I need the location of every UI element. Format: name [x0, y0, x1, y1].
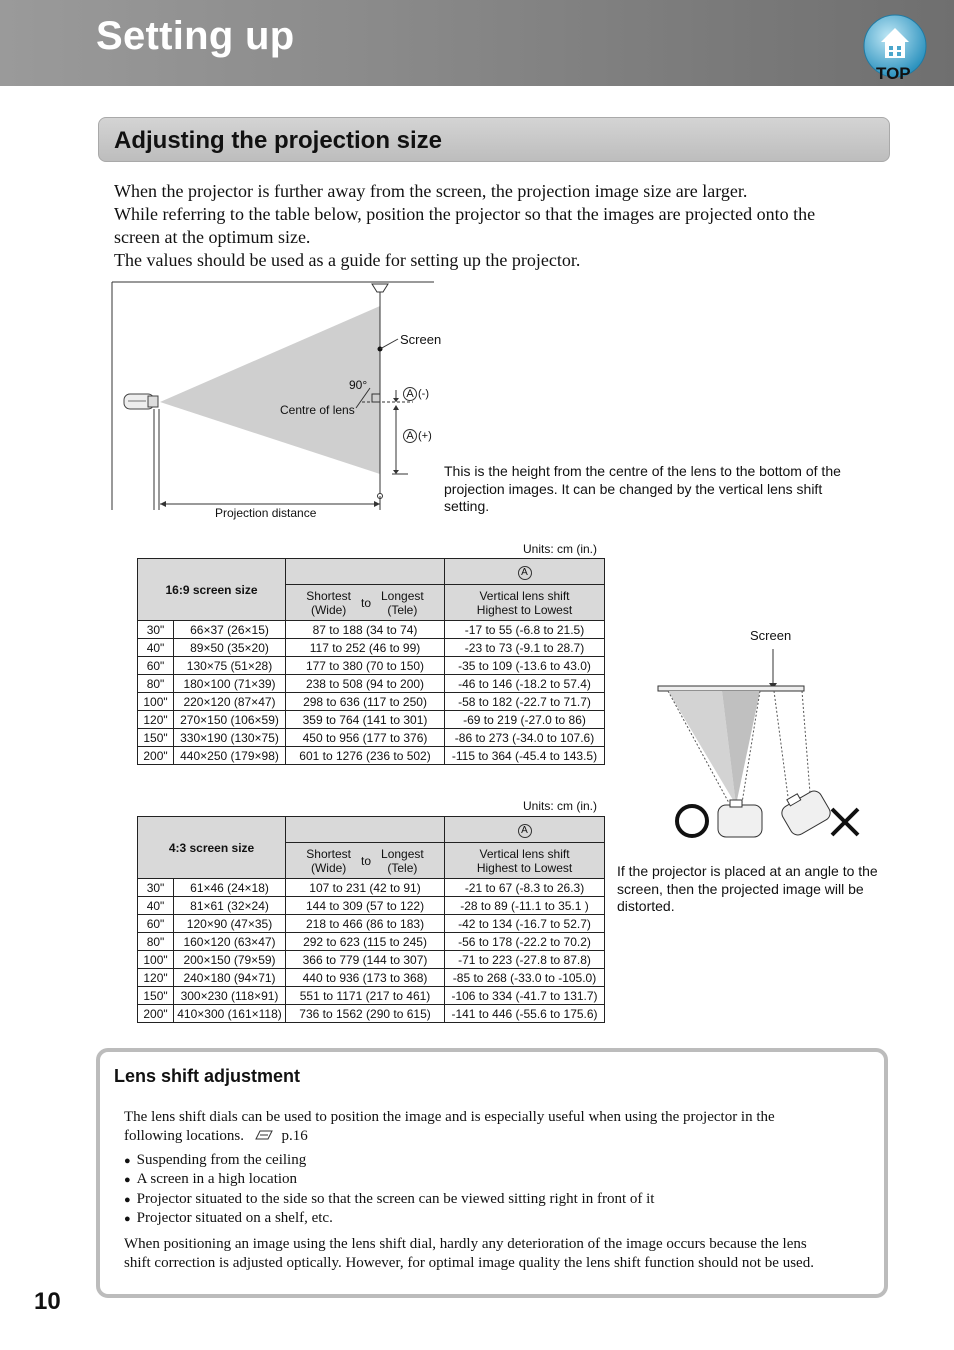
intro-line: While referring to the table below, position the projector so that the images are projected onto the — [114, 204, 816, 224]
wrong-icon — [832, 809, 858, 835]
table-cell: -56 to 178 (-22.2 to 70.2) — [445, 933, 605, 951]
table-cell: 300×230 (118×91) — [174, 987, 286, 1005]
table-cell: 150" — [138, 729, 174, 747]
to-label: to — [361, 853, 372, 868]
table-row — [138, 657, 605, 675]
table-row — [138, 729, 605, 747]
table-row — [138, 621, 605, 639]
table-cell: -58 to 182 (-22.7 to 71.7) — [445, 693, 605, 711]
table-cell: 40" — [138, 639, 174, 657]
list-item — [124, 1190, 654, 1210]
top-label: TOP — [876, 64, 911, 83]
intro-line: The values should be used as a guide for setting up the projector. — [114, 250, 581, 270]
lens-centre-label: Centre of lens — [280, 403, 355, 417]
table-cell: -28 to 89 (-11.1 to 35.1 ) — [445, 897, 605, 915]
table-cell: 160×120 (63×47) — [174, 933, 286, 951]
table-cell: 89×50 (35×20) — [174, 639, 286, 657]
table-cell: 298 to 636 (117 to 250) — [286, 693, 445, 711]
table-cell: -42 to 134 (-16.7 to 52.7) — [445, 915, 605, 933]
table-row — [138, 879, 605, 897]
table-cell: 440 to 936 (173 to 368) — [286, 969, 445, 987]
intro-line: When the projector is further away from the screen, the projection image size are larger. — [114, 181, 748, 201]
table-cell: 359 to 764 (141 to 301) — [286, 711, 445, 729]
table-cell: -115 to 364 (-45.4 to 143.5) — [445, 747, 605, 765]
table-cell: 30" — [138, 879, 174, 897]
projection-diagram — [108, 278, 448, 523]
table-cell: 80" — [138, 675, 174, 693]
table-cell: 100" — [138, 951, 174, 969]
table-cell: -71 to 223 (-27.8 to 87.8) — [445, 951, 605, 969]
table-cell: 200" — [138, 747, 174, 765]
table-cell: 87 to 188 (34 to 74) — [286, 621, 445, 639]
lens-paragraph: The lens shift dials can be used to position the image and is especially useful when using the projector in the — [124, 1109, 775, 1125]
projector-icon — [718, 800, 762, 837]
table-cell: 601 to 1276 (236 to 502) — [286, 747, 445, 765]
table-cell: 117 to 252 (46 to 99) — [286, 639, 445, 657]
shortest-label: Shortest — [306, 588, 351, 603]
table-row — [138, 897, 605, 915]
table-cell: 40" — [138, 897, 174, 915]
a-symbol: A — [403, 387, 417, 401]
table-cell: 120" — [138, 711, 174, 729]
table-cell: -85 to 268 (-33.0 to -105.0) — [445, 969, 605, 987]
table-cell: -17 to 55 (-6.8 to 21.5) — [445, 621, 605, 639]
to-label: to — [360, 595, 371, 610]
list-item — [124, 1170, 297, 1190]
table-cell: 81×61 (32×24) — [174, 897, 286, 915]
table-row — [138, 951, 605, 969]
a-minus-label: (-) — [418, 388, 429, 400]
lens-paragraph — [124, 1127, 308, 1146]
a-symbol: A — [518, 824, 532, 838]
bullet-icon: ● — [124, 1213, 131, 1225]
top-button[interactable] — [862, 14, 928, 86]
angle-label: 90° — [349, 378, 368, 392]
table-cell: 130×75 (51×28) — [174, 657, 286, 675]
table-header-distance — [286, 843, 445, 879]
table-cell: 551 to 1171 (217 to 461) — [286, 987, 445, 1005]
units-label: Units: cm (in.) — [523, 542, 598, 556]
list-item-text: Projector situated to the side so that the screen can be viewed sitting right in front of it — [136, 1191, 655, 1207]
angle-diagram — [650, 645, 870, 845]
table-cell: 177 to 380 (70 to 150) — [286, 657, 445, 675]
page-number: 10 — [34, 1288, 61, 1315]
shift-range: Highest to Lowest — [476, 602, 573, 617]
tele-label: (Tele) — [387, 860, 418, 875]
table-cell: 80" — [138, 933, 174, 951]
lens-paragraph: When positioning an image using the lens shift dial, hardly any deterioration of the image occurs because the lens — [124, 1236, 807, 1252]
reference-icon — [254, 1127, 274, 1146]
table-cell: 61×46 (24×18) — [174, 879, 286, 897]
table-cell: 144 to 309 (57 to 122) — [286, 897, 445, 915]
wide-label: (Wide) — [310, 602, 347, 617]
table-row — [138, 747, 605, 765]
lens-shift-title: Lens shift adjustment — [114, 1066, 301, 1086]
table-cell: 60" — [138, 657, 174, 675]
table-cell: 450 to 956 (177 to 376) — [286, 729, 445, 747]
table-cell: -69 to 219 (-27.0 to 86) — [445, 711, 605, 729]
table-cell: 60" — [138, 915, 174, 933]
lens-paragraph-text: following locations. — [124, 1128, 244, 1144]
table-cell: 120" — [138, 969, 174, 987]
table-cell: 120×90 (47×35) — [174, 915, 286, 933]
list-item — [124, 1151, 306, 1171]
table-cell: 270×150 (106×59) — [174, 711, 286, 729]
table-cell: 366 to 779 (144 to 307) — [286, 951, 445, 969]
bullet-icon: ● — [124, 1194, 131, 1206]
table-cell: 410×300 (161×118) — [174, 1005, 286, 1023]
table-header-shift — [445, 585, 605, 621]
list-item — [124, 1209, 333, 1229]
table-row — [138, 969, 605, 987]
table-cell: 330×190 (130×75) — [174, 729, 286, 747]
table-cell: 240×180 (94×71) — [174, 969, 286, 987]
table-cell: 180×100 (71×39) — [174, 675, 286, 693]
lens-paragraph: shift correction is adjusted optically. However, for optimal image quality the lens shift function should not be used. — [124, 1255, 814, 1271]
table-row — [138, 675, 605, 693]
table-row — [138, 639, 605, 657]
table-cell: 292 to 623 (115 to 245) — [286, 933, 445, 951]
table-cell: 200×150 (79×59) — [174, 951, 286, 969]
table-cell: -21 to 67 (-8.3 to 26.3) — [445, 879, 605, 897]
table-cell: 200" — [138, 1005, 174, 1023]
section-title: Adjusting the projection size — [114, 127, 443, 154]
screen-label: Screen — [750, 628, 792, 643]
table-cell: 218 to 466 (86 to 183) — [286, 915, 445, 933]
table-cell: -86 to 273 (-34.0 to 107.6) — [445, 729, 605, 747]
table-cell: 100" — [138, 693, 174, 711]
longest-label: Longest — [381, 846, 424, 861]
table-header-a — [445, 817, 605, 843]
shift-label: Vertical lens shift — [479, 846, 570, 861]
table-cell: 66×37 (26×15) — [174, 621, 286, 639]
shortest-label: Shortest — [306, 846, 351, 861]
units-label: Units: cm (in.) — [523, 799, 598, 813]
table-cell: 736 to 1562 (290 to 615) — [286, 1005, 445, 1023]
shift-range: Highest to Lowest — [476, 860, 573, 875]
table-4-3 — [137, 816, 605, 1023]
page-reference-link[interactable]: p.16 — [281, 1128, 308, 1144]
page-title: Setting up — [96, 14, 295, 58]
table-title: 4:3 screen size — [138, 817, 286, 879]
list-item-text: A screen in a high location — [136, 1171, 298, 1187]
list-item-text: Projector situated on a shelf, etc. — [136, 1210, 333, 1226]
a-note: This is the height from the centre of the lens to the bottom of the projection images. It can be changed by the vertical lens shift setting. — [444, 463, 841, 514]
table-header-shift — [445, 843, 605, 879]
shift-label: Vertical lens shift — [479, 588, 570, 603]
longest-label: Longest — [381, 588, 424, 603]
table-row — [138, 915, 605, 933]
a-symbol: A — [403, 429, 417, 443]
table-cell: -106 to 334 (-41.7 to 131.7) — [445, 987, 605, 1005]
table-header-distance — [286, 585, 445, 621]
table-header-a — [445, 559, 605, 585]
a-symbol: A — [518, 566, 532, 580]
table-cell: 220×120 (87×47) — [174, 693, 286, 711]
wide-label: (Wide) — [310, 860, 347, 875]
table-row — [138, 693, 605, 711]
table-cell: 150" — [138, 987, 174, 1005]
table-row — [138, 987, 605, 1005]
tele-label: (Tele) — [387, 602, 418, 617]
a-plus-label: (+) — [418, 430, 432, 442]
table-cell: -23 to 73 (-9.1 to 28.7) — [445, 639, 605, 657]
table-header-blank — [286, 817, 445, 843]
table-cell: 440×250 (179×98) — [174, 747, 286, 765]
intro-line: screen at the optimum size. — [114, 227, 311, 247]
screen-label: Screen — [400, 332, 442, 347]
table-row — [138, 711, 605, 729]
projector-icon — [776, 784, 833, 838]
table-row — [138, 1005, 605, 1023]
table-title: 16:9 screen size — [138, 559, 286, 621]
bullet-icon: ● — [124, 1155, 131, 1167]
table-cell: 238 to 508 (94 to 200) — [286, 675, 445, 693]
list-item-text: Suspending from the ceiling — [136, 1152, 307, 1168]
table-16-9 — [137, 558, 605, 765]
distance-label: Projection distance — [215, 506, 317, 520]
table-header-blank — [286, 559, 445, 585]
correct-icon — [677, 806, 707, 836]
table-cell: 30" — [138, 621, 174, 639]
angle-note: If the projector is placed at an angle to the screen, then the projected image will be distorted. — [617, 863, 878, 914]
table-cell: -141 to 446 (-55.6 to 175.6) — [445, 1005, 605, 1023]
table-cell: 107 to 231 (42 to 91) — [286, 879, 445, 897]
table-row — [138, 933, 605, 951]
table-cell: -46 to 146 (-18.2 to 57.4) — [445, 675, 605, 693]
projector-icon — [124, 394, 158, 409]
table-cell: -35 to 109 (-13.6 to 43.0) — [445, 657, 605, 675]
bullet-icon: ● — [124, 1174, 131, 1186]
